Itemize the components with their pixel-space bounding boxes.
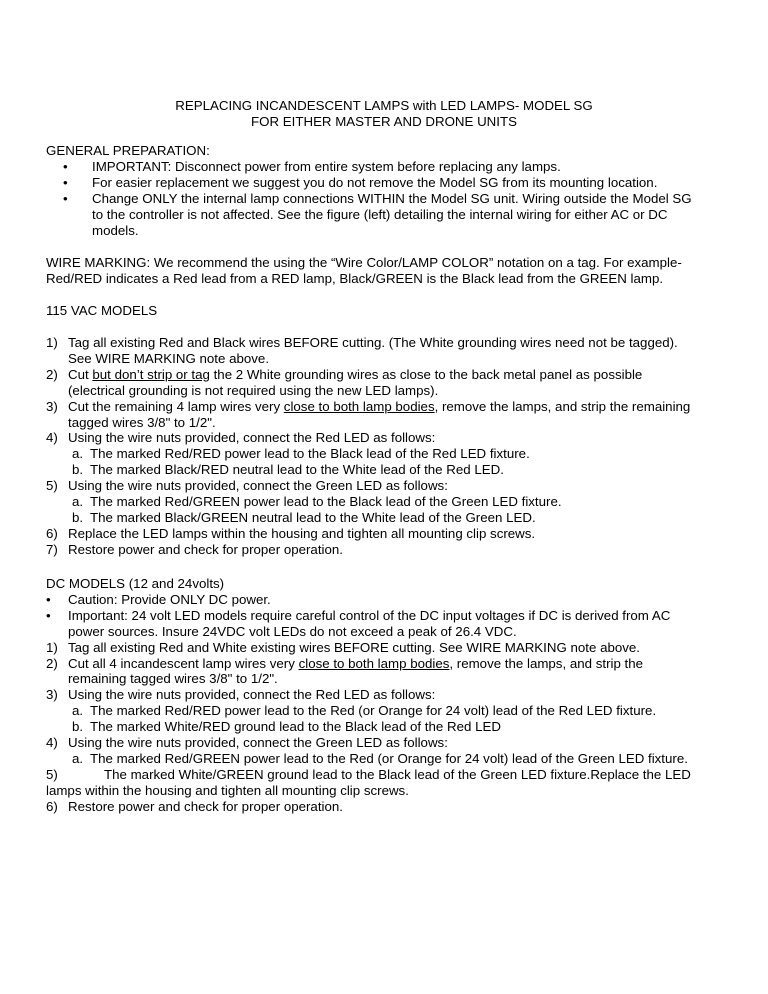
underlined-text: but don’t strip or tag	[92, 366, 210, 382]
bullet-text: Caution: Provide ONLY DC power.	[68, 591, 271, 607]
wire-marking-line-2: Red/RED indicates a Red lead from a RED lamp, Black/GREEN is the Black lead from the GREEN lamp.	[46, 270, 664, 286]
step-text: the 2 White grounding wires as close to the back metal panel as possible	[209, 366, 643, 382]
bullet-glyph: •	[63, 158, 68, 174]
bullet-text: models.	[92, 222, 139, 238]
document-title	[0, 98, 768, 130]
step-text: tagged wires 3/8" to 1/2".	[68, 414, 216, 430]
ac-step-5	[46, 478, 726, 494]
dc-step-3	[46, 687, 726, 703]
step-number: 4)	[46, 735, 58, 751]
bullet-glyph: •	[46, 607, 51, 623]
step-text: Using the wire nuts provided, connect the Red LED as follows:	[68, 687, 436, 703]
step-text: The marked White/RED ground lead to the Black lead of the Red LED	[90, 719, 501, 735]
step-text: Replace the LED lamps within the housing and tighten all mounting clip screws.	[68, 525, 536, 541]
step-number: 5)	[46, 766, 58, 782]
step-text: Cut	[68, 366, 93, 382]
sub-letter: b.	[72, 719, 84, 735]
dc-step-6	[46, 799, 726, 815]
ac-step-4	[46, 430, 726, 446]
dc-models-section	[46, 576, 726, 815]
bullet-text: Important: 24 volt LED models require careful control of the DC input voltages if DC is derived from AC	[68, 607, 671, 623]
step-number: 5)	[46, 478, 58, 494]
title-line-1: REPLACING INCANDESCENT LAMPS with LED LAMPS- MODEL SG	[175, 98, 593, 113]
dc-step-4a	[46, 751, 726, 767]
step-number: 1)	[46, 639, 58, 655]
step-number: 2)	[46, 366, 58, 382]
sub-letter: b.	[72, 509, 84, 525]
general-bullet-2	[46, 175, 726, 191]
general-bullet-3-cont-2	[46, 223, 726, 239]
general-heading: GENERAL PREPARATION:	[46, 143, 210, 158]
wire-marking-section	[46, 255, 726, 287]
general-bullet-1	[46, 159, 726, 175]
underlined-text: close to both lamp bodies	[283, 398, 435, 414]
step-text: remaining tagged wires 3/8" to 1/2".	[68, 671, 278, 687]
ac-step-4a	[46, 446, 726, 462]
dc-step-2-cont	[46, 671, 726, 687]
step-text: The marked Red/GREEN power lead to the Red (or Orange for 24 volt) lead of the Green LED fixture.	[90, 750, 688, 766]
title-line-2: FOR EITHER MASTER AND DRONE UNITS	[251, 113, 517, 129]
step-text: Using the wire nuts provided, connect the Green LED as follows:	[68, 478, 448, 494]
step-number: 1)	[46, 335, 58, 350]
step-number: 3)	[46, 398, 58, 414]
bullet-glyph: •	[46, 591, 51, 607]
step-text: (electrical grounding is not required using the new LED lamps).	[68, 382, 439, 398]
dc-bullet-2-cont	[46, 624, 726, 640]
ac-step-3	[46, 399, 726, 415]
step-text: Restore power and check for proper operation.	[68, 798, 343, 814]
ac-step-1	[46, 335, 726, 351]
dc-step-2	[46, 656, 726, 672]
ac-step-2	[46, 367, 726, 383]
step-text: The marked Red/RED power lead to the Black lead of the Red LED fixture.	[90, 446, 530, 462]
general-preparation-section	[46, 143, 726, 238]
bullet-text: to the controller is not affected. See the figure (left) detailing the internal wiring for either AC or DC	[92, 206, 668, 222]
bullet-glyph: •	[63, 190, 68, 206]
sub-letter: a.	[72, 446, 84, 462]
ac-step-2-cont	[46, 383, 726, 399]
sub-letter: a.	[72, 750, 84, 766]
ac-models-heading-block	[46, 303, 726, 319]
dc-heading: DC MODELS (12 and 24volts)	[46, 576, 225, 591]
ac-step-6	[46, 526, 726, 542]
step-text: The marked Red/RED power lead to the Red (or Orange for 24 volt) lead of the Red LED fixture.	[90, 703, 657, 719]
step-text: The marked Black/GREEN neutral lead to the White lead of the Green LED.	[90, 509, 536, 525]
dc-bullet-1	[46, 592, 726, 608]
step-number: 6)	[46, 798, 58, 814]
step-text: Cut the remaining 4 lamp wires very	[68, 398, 284, 414]
step-text: The marked Black/RED neutral lead to the White lead of the Red LED.	[90, 462, 504, 478]
ac-step-4b	[46, 462, 726, 478]
step-text: See WIRE MARKING note above.	[68, 350, 270, 366]
step-text: , remove the lamps, and strip the remaining	[434, 398, 691, 414]
dc-step-5-cont	[46, 783, 726, 799]
ac-step-3-cont	[46, 415, 726, 431]
bullet-text: IMPORTANT: Disconnect power from entire system before replacing any lamps.	[92, 158, 561, 174]
sub-letter: a.	[72, 494, 84, 510]
bullet-text: For easier replacement we suggest you do not remove the Model SG from its mounting location.	[92, 174, 658, 190]
ac-heading: 115 VAC MODELS	[46, 303, 158, 318]
dc-step-4	[46, 735, 726, 751]
step-text: , remove the lamps, and strip the	[449, 655, 644, 671]
step-text: Restore power and check for proper operation.	[68, 541, 343, 557]
ac-step-5a	[46, 494, 726, 510]
bullet-text: Change ONLY the internal lamp connections WITHIN the Model SG unit. Wiring outside the Model SG	[92, 190, 692, 206]
dc-bullet-2	[46, 608, 726, 624]
step-text: Using the wire nuts provided, connect the Red LED as follows:	[68, 430, 436, 446]
step-text: Tag all existing Red and Black wires BEFORE cutting. (The White grounding wires need not be tagged).	[68, 335, 678, 350]
step-number: 6)	[46, 525, 58, 541]
step-text: Tag all existing Red and White existing wires BEFORE cutting. See WIRE MARKING note above.	[68, 639, 641, 655]
step-number: 3)	[46, 687, 58, 703]
general-bullet-3-cont	[46, 207, 726, 223]
wire-marking-line-1: WIRE MARKING: We recommend the using the “Wire Color/LAMP COLOR” notation on a tag. For example-	[46, 255, 682, 270]
step-text: lamps within the housing and tighten all mounting clip screws.	[46, 782, 409, 798]
ac-step-7	[46, 542, 726, 558]
dc-step-1	[46, 640, 726, 656]
step-text: The marked Red/GREEN power lead to the Black lead of the Green LED fixture.	[90, 494, 562, 510]
ac-step-5b	[46, 510, 726, 526]
step-number: 2)	[46, 655, 58, 671]
step-text: The marked White/GREEN ground lead to the Black lead of the Green LED fixture.Replace the LED	[104, 766, 691, 782]
dc-step-3b	[46, 719, 726, 735]
bullet-text: power sources. Insure 24VDC volt LEDs do not exceed a peak of 26.4 VDC.	[68, 623, 517, 639]
sub-letter: a.	[72, 703, 84, 719]
bullet-glyph: •	[63, 174, 68, 190]
step-number: 7)	[46, 541, 58, 557]
dc-step-5	[46, 767, 726, 783]
dc-step-3a	[46, 703, 726, 719]
step-text: Using the wire nuts provided, connect the Green LED as follows:	[68, 735, 448, 751]
underlined-text: close to both lamp bodies	[298, 655, 450, 671]
step-text: Cut all 4 incandescent lamp wires very	[68, 655, 299, 671]
step-number: 4)	[46, 430, 58, 446]
sub-letter: b.	[72, 462, 84, 478]
ac-step-1-cont	[46, 351, 726, 367]
general-bullet-3	[46, 191, 726, 207]
ac-steps	[46, 335, 726, 558]
